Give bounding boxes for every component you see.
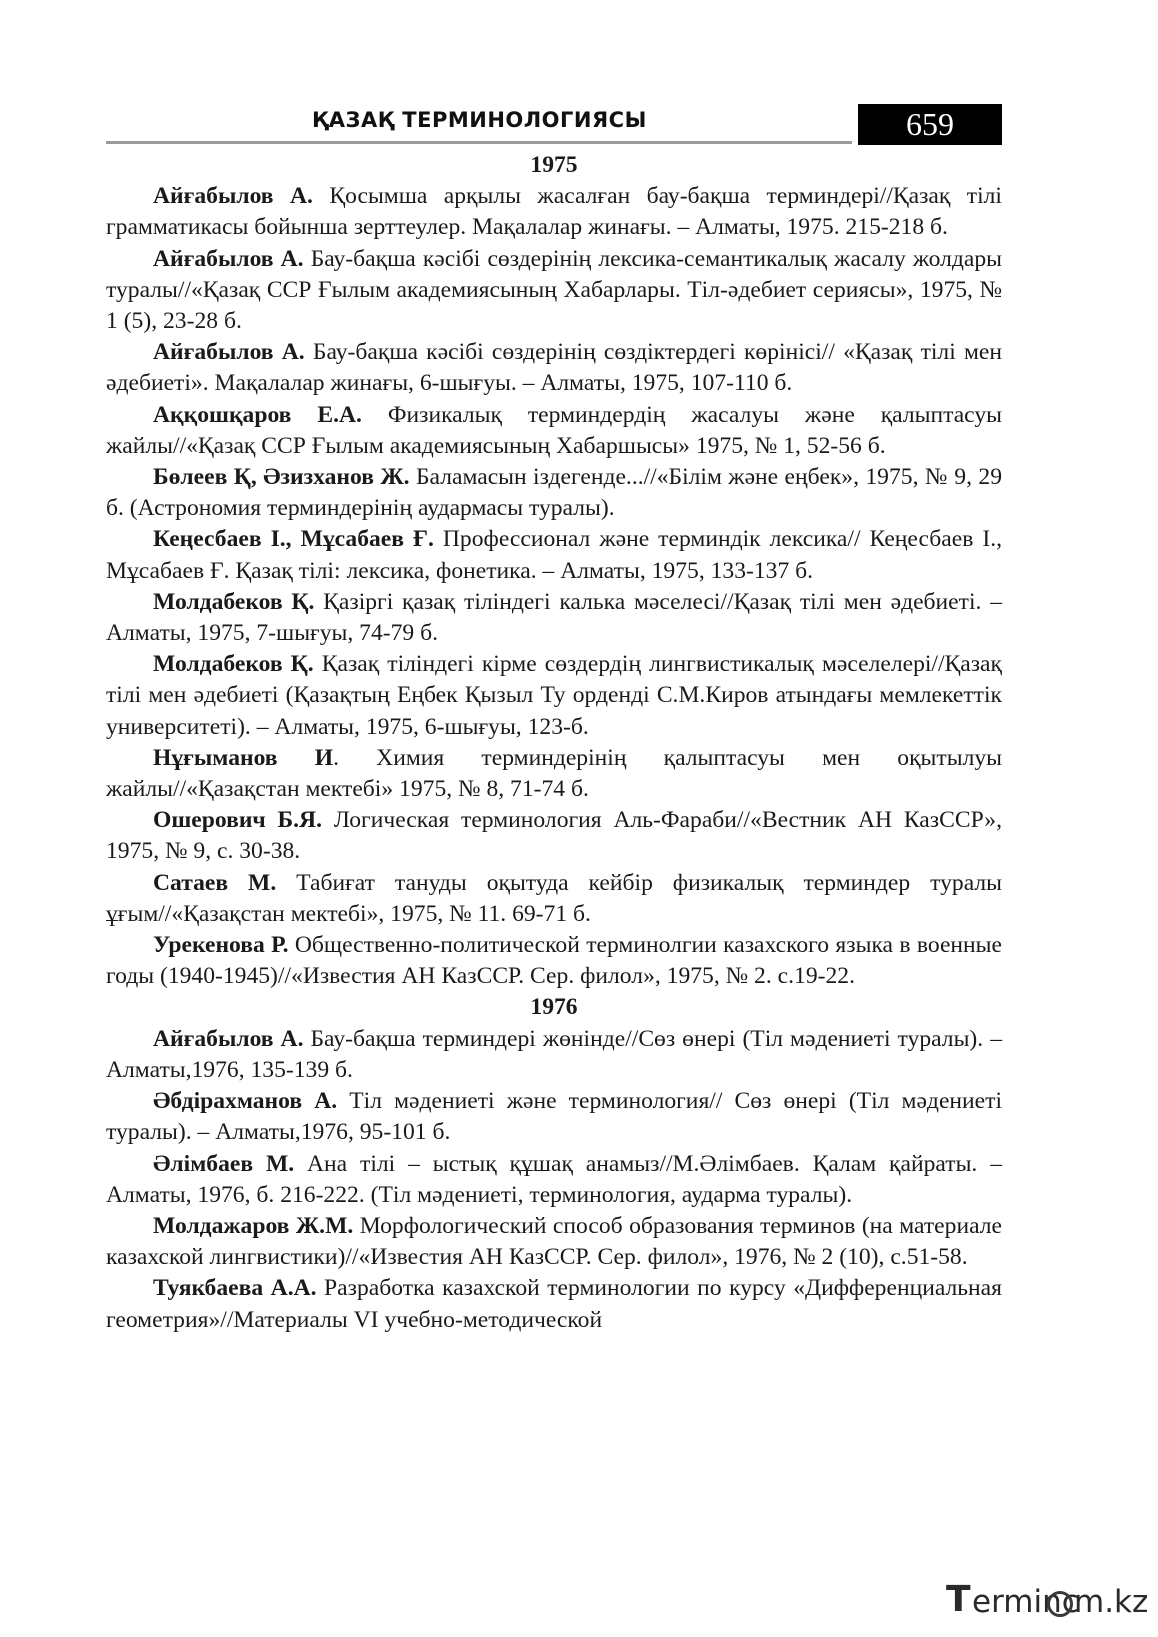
bibliography-entry bbox=[106, 1024, 1002, 1086]
entry-author: Әбдірахманов А. bbox=[153, 1088, 338, 1115]
running-header bbox=[106, 104, 1002, 146]
bibliography-entry bbox=[106, 1086, 1002, 1148]
entry-author: Сатаев М. bbox=[153, 869, 277, 896]
entry-text: Ана тілі – ыстық құшақ анамыз//М.Әлімбаев. Қалам қайраты. – Алматы, 1976, б. 216-222. (Тіл мәдениеті, терминология, аударма туралы). bbox=[106, 1150, 1002, 1208]
entry-text: Тіл мәдениеті және терминология// Сөз өнері (Тіл мәдениеті туралы). – Алматы,1976, 95-101 б. bbox=[106, 1088, 1003, 1146]
entry-author: Туякбаева А.А. bbox=[153, 1275, 317, 1302]
magnifier-icon bbox=[1047, 1591, 1073, 1617]
entry-author: Ошерович Б.Я. bbox=[153, 807, 322, 834]
entry-text: Профессионал және терминдік лексика// Кеңесбаев І., Мұсабаев Ғ. Қазақ тілі: лексика, фонетика. – Алматы, 1975, 133-137 б. bbox=[106, 526, 1002, 584]
bibliography-entry bbox=[106, 1211, 1002, 1273]
header-rule bbox=[106, 141, 852, 144]
entry-author: Кеңесбаев І., Мұсабаев Ғ. bbox=[153, 526, 434, 553]
entry-text: Бау-бақша терминдері жөнінде//Сөз өнері (Тіл мәдениеті туралы). – Алматы,1976, 135-139 б. bbox=[106, 1025, 1002, 1083]
bibliography-entry bbox=[106, 462, 1002, 524]
entry-text: Бау-бақша кәсібі сөздерінің лексика-семантикалық жасалу жолдары туралы//«Қазақ ССР Ғылым академиясының Хабарлары. Тіл-әдебиет сериясы», 1975, № 1 (5), 23-28 б. bbox=[106, 245, 1002, 335]
entry-author: Молдабеков Қ. bbox=[153, 588, 315, 615]
logo-letter-t: T bbox=[946, 1579, 971, 1620]
entry-text: Қосымша арқылы жасалған бау-бақша терминдері//Қазақ тілі грамматикасы бойынша зерттеулер. Мақалалар жинағы. – Алматы, 1975. 215-218 б. bbox=[106, 183, 1002, 241]
entry-author: Айғабылов А. bbox=[153, 1025, 304, 1052]
entry-author: Айғабылов А. bbox=[153, 339, 305, 366]
entry-text: Общественно-политической терминолгии казахского языка в военные годы (1940-1945)//«Известия АН КазССР. Сер. филол», 1975, № 2. с.19-22. bbox=[106, 932, 1002, 990]
entry-text: Логическая терминология Аль-Фараби//«Вестник АН КазССР», 1975, № 9, с. 30-38. bbox=[106, 807, 1002, 865]
year-heading: 1976 bbox=[530, 994, 578, 1021]
bibliography-entry bbox=[106, 400, 1002, 462]
page-number: 659 bbox=[858, 104, 1002, 145]
bibliography-entry bbox=[106, 930, 1002, 992]
entry-author: Айғабылов А. bbox=[153, 245, 304, 272]
entry-text: Табиғат тануды оқытуда кейбір физикалық терминдер туралы ұғым//«Қазақстан мектебі», 1975, № 11. 69-71 б. bbox=[106, 869, 1003, 927]
bibliography-entry bbox=[106, 805, 1002, 867]
entry-text: Баламасын іздегенде...//«Білім және еңбек», 1975, № 9, 29 б. (Астрономия терминдерінің аудармасы туралы). bbox=[106, 464, 1002, 522]
entry-author: Молдабеков Қ. bbox=[153, 651, 314, 678]
entry-author: Молдажаров Ж.М. bbox=[153, 1212, 354, 1239]
entry-author: Нұғыманов И bbox=[153, 744, 334, 771]
year-heading: 1975 bbox=[530, 152, 578, 178]
bibliography-entry bbox=[106, 244, 1002, 338]
bibliography-entry bbox=[106, 181, 1002, 243]
entry-text: Физикалық терминдердің жасалуы және қалыптасуы жайлы//«Қазақ ССР Ғылым академиясының Хабаршысы» 1975, № 1, 52-56 б. bbox=[106, 401, 1002, 459]
bibliography-entry bbox=[106, 868, 1002, 930]
entry-text: Разработка казахской терминологии по курсу «Дифференциальная геометрия»//Материалы VI учебно-методической bbox=[106, 1275, 1002, 1333]
entry-author: Бөлеев Қ, Әзизханов Ж. bbox=[153, 464, 410, 491]
termincom-logo bbox=[946, 1575, 1149, 1625]
bibliography-entry bbox=[106, 1149, 1002, 1211]
entry-author: Урекенова Р. bbox=[153, 932, 289, 959]
logo-text-part2: m.kz bbox=[1074, 1584, 1149, 1620]
bibliography-entry bbox=[106, 337, 1002, 399]
bibliography-entry bbox=[106, 649, 1002, 743]
bibliography-entry bbox=[106, 524, 1002, 586]
entry-text: Қазақ тіліндегі кірме сөздердің лингвистикалық мәселелері//Қазақ тілі мен әдебиеті (Қазақтың Еңбек Қызыл Ту орденді С.М.Киров атындағы мемлекеттік университеті). – Алматы, 1975, 6-шығуы, 123-б. bbox=[106, 651, 1002, 740]
entry-author: Әлімбаев М. bbox=[153, 1150, 295, 1177]
bibliography-content bbox=[106, 150, 1002, 1336]
logo-text-part1: erminc bbox=[972, 1584, 1079, 1620]
bibliography-entry bbox=[106, 743, 1002, 805]
entry-text: . Химия терминдерінің қалыптасуы мен оқытылуы жайлы//«Қазақстан мектебі» 1975, № 8, 71-74 б. bbox=[106, 744, 1002, 803]
bibliography-entry bbox=[106, 587, 1002, 649]
header-title: ҚАЗАҚ ТЕРМИНОЛОГИЯСЫ bbox=[312, 108, 647, 132]
bibliography-entry bbox=[106, 1273, 1002, 1335]
entry-text: Бау-бақша кәсібі сөздерінің сөздіктердегі көрінісі// «Қазақ тілі мен әдебиеті». Мақалалар жинағы, 6-шығуы. – Алматы, 1975, 107-110 б. bbox=[106, 339, 1003, 397]
entry-text: Қазіргі қазақ тіліндегі калька мәселесі//Қазақ тілі мен әдебиеті. – Алматы, 1975, 7-шығуы, 74-79 б. bbox=[106, 588, 1002, 647]
entry-text: Морфологический способ образования терминов (на материале казахской лингвистики)//«Известия АН КазССР. Сер. филол», 1976, № 2 (10), с.51-58. bbox=[106, 1212, 1002, 1271]
entry-author: Айғабылов А. bbox=[153, 183, 313, 210]
entry-author: Аққошқаров Е.А. bbox=[153, 401, 362, 428]
